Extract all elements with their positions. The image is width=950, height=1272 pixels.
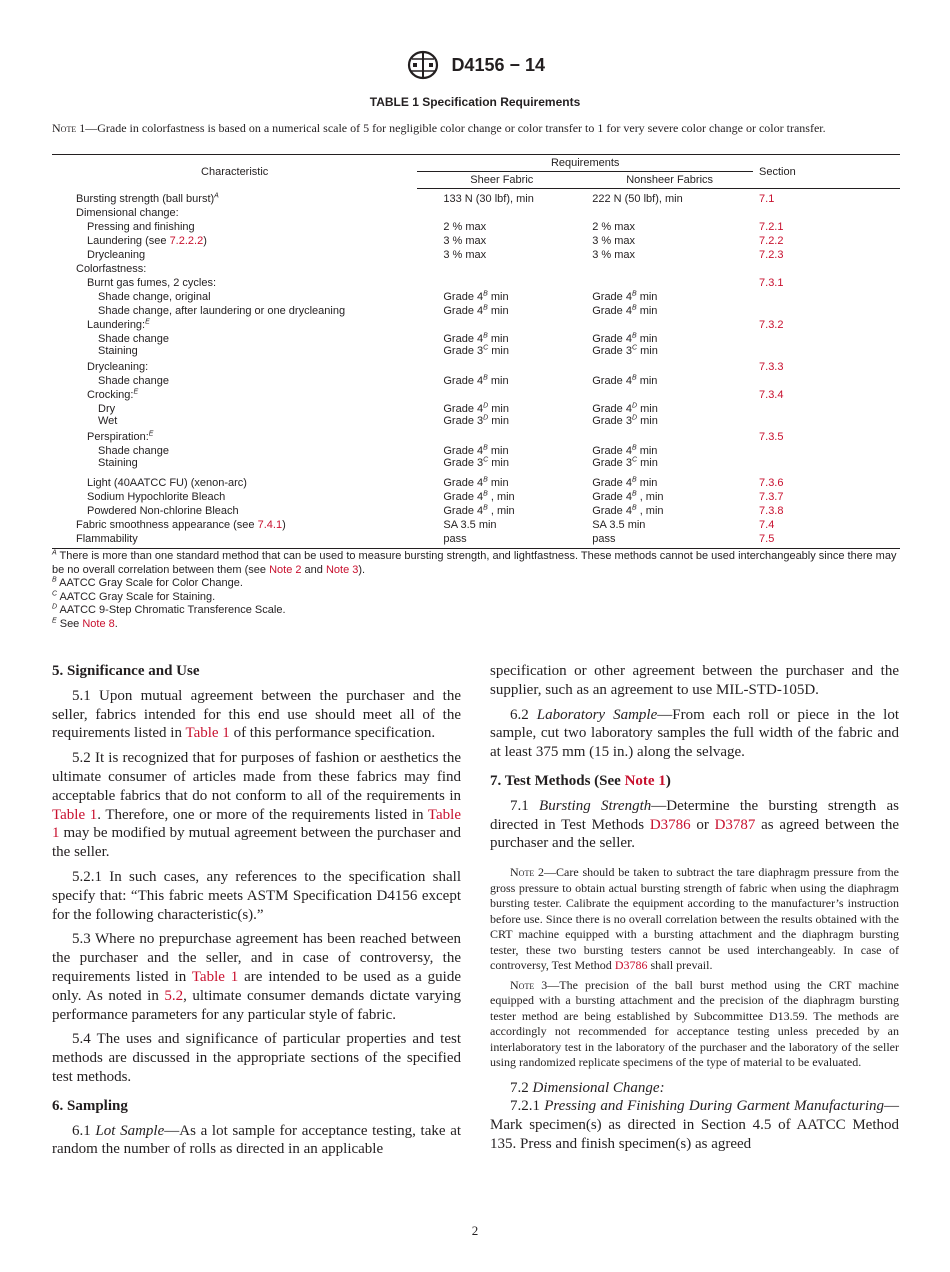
header-requirements: Requirements xyxy=(417,155,753,172)
paragraph-7-2-1: 7.2.1 Pressing and Finishing During Garment Manufacturing—Mark specimen(s) as directed in Section 4.5 of AATCC Method 135. Press and finish specimen(s) as agreed xyxy=(490,1098,899,1153)
table-link[interactable]: Table 1 xyxy=(52,806,98,823)
note-link[interactable]: Note 3 xyxy=(325,563,359,576)
footnote-b: $^B$ AATCC Gray Scale for Color Change. xyxy=(52,576,243,589)
footnote-c: $^C$ AATCC Gray Scale for Staining. xyxy=(52,589,216,603)
note-2: Note 2—Care should be taken to subtract the tare diaphragm pressure from the gross pressure to obtain actual bursting strength of fabric when using the diaphragm bursting tester. Calibrate the equipment according to the manufacturer’s instruction before use. Since there is no overall correlation between the results obtained with the CRT machine equipped with a bursting attachment and the diaphragm bursting tester, these two bursting testers cannot be used interchangeably. In case of controversy, Test Method D3786 shall prevail. xyxy=(490,865,899,973)
section-link[interactable]: 7.3.6 xyxy=(759,477,784,489)
table-row: Shade change Grade $4^B$ min Grade $4^B$ min xyxy=(98,444,658,457)
table-row: Shade change, original Grade $4^B$ min Grade $4^B$ min xyxy=(98,290,658,303)
section-link[interactable]: 7.3.8 xyxy=(759,505,784,517)
right-column xyxy=(490,662,899,1154)
paragraph-6-2: 6.2 Laboratory Sample—From each roll or piece in the lot sample, cut two laboratory samples the full width of the fabric and at least 375 mm (15 in.) along the selvage. xyxy=(490,706,899,761)
table-row: Drycleaning 3 % max 3 % max 7.2.3 xyxy=(52,248,900,262)
page-number: 2 xyxy=(471,1223,479,1238)
table-row: Bursting strength (ball burst)$^A$ 133 N (30 lbf), min 222 N (50 lbf), min 7.1 xyxy=(52,189,900,207)
table-row: Colorfastness: xyxy=(76,263,147,275)
note-label: Note 1 xyxy=(52,121,86,135)
section-link[interactable]: 7.2.2 xyxy=(759,235,784,247)
header-characteristic: Characteristic xyxy=(52,155,417,189)
section-link[interactable]: 7.3.5 xyxy=(759,431,784,443)
table-row: Drycleaning: 7.3.3 xyxy=(52,360,900,374)
table-row: Dimensional change: xyxy=(76,207,179,219)
section-5-heading: 5. Significance and Use xyxy=(52,663,200,679)
section-link[interactable]: 7.3.7 xyxy=(759,491,784,503)
paragraph-7-2: 7.2 Dimensional Change: xyxy=(510,1079,665,1096)
page-header xyxy=(0,50,950,80)
paragraph-5-2-1: 5.2.1 In such cases, any references to the specification shall specify that: “This fabric meets ASTM Specification D4156 except for the following characteristic(s).” xyxy=(52,868,461,923)
note-3: Note 3—The precision of the ball burst method using the CRT machine equipped with a bursting attachment and the precision of the diaphragm bursting tester method are being established by Subcommittee D13.59. The methods are accordingly not recommended for acceptance testing unless preceded by an interlaboratory test in the laboratory of the purchaser and the laboratory of the seller using randomized replicate specimens of the type of material to be evaluated. xyxy=(490,977,900,1070)
table-row: Shade change Grade $4^B$ min Grade $4^B$ min xyxy=(98,374,658,387)
table-row: Light (40AATCC FU) (xenon-arc) Grade $4^B$ min Grade $4^B$ min 7.3.6 xyxy=(52,472,900,490)
header-sheer: Sheer Fabric xyxy=(417,172,586,189)
table-row: Shade change Grade $4^B$ min Grade $4^B$ min xyxy=(98,332,658,345)
section-link[interactable]: 7.4 xyxy=(759,519,775,531)
table-row: Pressing and finishing 2 % max 2 % max 7.2.1 xyxy=(52,220,900,234)
footnote-d: $^D$ AATCC 9-Step Chromatic Transference Scale. xyxy=(52,603,286,616)
table-row: Laundering (see 7.2.2.2) 3 % max 3 % max 7.2.2 xyxy=(52,234,900,248)
table-link[interactable]: Table 1 xyxy=(191,968,239,985)
section-link[interactable]: 7.4.1 xyxy=(257,519,283,531)
astm-logo-icon xyxy=(405,50,441,80)
standard-link[interactable]: D3786 xyxy=(649,816,691,833)
paragraph-7-1: 7.1 Bursting Strength—Determine the bursting strength as directed in Test Methods D3786 or D3787 as agreed between the purchaser and the seller. xyxy=(490,797,900,852)
standard-link[interactable]: D3786 xyxy=(614,958,648,973)
section-link[interactable]: 7.3.2 xyxy=(759,319,784,331)
table-row: Perspiration:$^E$ 7.3.5 xyxy=(52,430,900,444)
standard-link[interactable]: D3787 xyxy=(714,816,756,833)
paragraph-6-1-continued: specification or other agreement between the purchaser and the supplier, such as an agreement to use MIL-STD-105D. xyxy=(490,663,899,698)
note-link[interactable]: Note 2 xyxy=(269,563,302,576)
table-title: TABLE 1 Specification Requirements xyxy=(369,95,581,109)
note-link[interactable]: Note 8 xyxy=(82,617,115,630)
paragraph-5-4: 5.4 The uses and significance of particular properties and test methods are discussed in the appropriate sections of the specified test methods. xyxy=(52,1031,461,1085)
section-link[interactable]: 7.3.4 xyxy=(759,389,784,401)
section-link[interactable]: 7.2.2.2 xyxy=(169,235,204,247)
paragraph-6-1: 6.1 Lot Sample—As a lot sample for acceptance testing, take at random the number of rolls as directed in an applicable xyxy=(52,1122,462,1158)
table-row: Burnt gas fumes, 2 cycles: 7.3.1 xyxy=(52,276,900,290)
footnote-a: $^A$ There is more than one standard method that can be used to measure bursting strength, and lightfastness. These methods cannot be used interchangeably since there may be no overall correlation between them (see Note 2 and Note 3). xyxy=(52,549,897,576)
table-row: Laundering:$^E$ 7.3.2 xyxy=(52,318,900,332)
section-link[interactable]: 7.5 xyxy=(753,532,900,549)
left-column xyxy=(52,662,461,1159)
paragraph-5-2: 5.2 It is recognized that for purposes of fashion or aesthetics the ultimate consumer of articles made from these fabrics may find acceptable fabrics that do not conform to all of the requirements in Table 1. Therefore, one or more of the requirements listed in Table 1 may be modified by mutual agreement between the purchaser and the seller. xyxy=(52,750,461,861)
table-row: Wet Grade $3^D$ min Grade $3^D$ min xyxy=(98,414,658,427)
header-nonsheer: Nonsheer Fabrics xyxy=(586,172,753,189)
note-text: —Grade in colorfastness is based on a numerical scale of 5 for negligible color change or color transfer to 1 for very severe color change or color transfer. xyxy=(85,121,826,135)
section-link[interactable]: 7.3.1 xyxy=(759,277,784,289)
table-row: Dry Grade $4^D$ min Grade $4^D$ min xyxy=(98,402,658,415)
paragraph-5-3: 5.3 Where no prepurchase agreement has been reached between the purchaser and the seller, and in case of controversy, the requirements listed in Table 1 are intended to be used as a guide only. As noted in 5.2, ultimate consumer demands dictate varying performance parameters for any particular style of fabric. xyxy=(52,931,461,1023)
table-row: Shade change, after laundering or one drycleaning Grade $4^B$ min Grade $4^B$ min xyxy=(98,304,658,317)
table-note xyxy=(52,121,900,135)
footnote-e: $^E$ See Note 8. xyxy=(52,616,118,630)
section-link[interactable]: 7.3.3 xyxy=(759,361,784,373)
section-link[interactable]: 7.2.1 xyxy=(759,221,784,233)
table-row: Crocking:$^E$ 7.3.4 xyxy=(52,388,900,402)
table-footnotes xyxy=(52,550,900,631)
table-row: Staining Grade $3^C$ min Grade $3^C$ min xyxy=(98,344,658,357)
section-6-heading: 6. Sampling xyxy=(52,1097,128,1114)
section-7-heading: 7. Test Methods (See Note 1) xyxy=(490,772,671,789)
section-link[interactable]: 7.1 xyxy=(759,193,775,205)
table-row: Fabric smoothness appearance (see 7.4.1) SA 3.5 min SA 3.5 min 7.4 xyxy=(52,518,900,532)
table-row: Sodium Hypochlorite Bleach Grade $4^B$ , min Grade $4^B$ , min 7.3.7 xyxy=(52,490,900,504)
table-row: Powdered Non-chlorine Bleach Grade $4^B$ , min Grade $4^B$ , min 7.3.8 xyxy=(52,504,900,518)
header-section: Section xyxy=(753,155,900,189)
specification-table xyxy=(52,154,900,549)
table-row: Staining Grade $3^C$ min Grade $3^C$ min xyxy=(98,456,658,469)
paragraph-5-1: 5.1 Upon mutual agreement between the purchaser and the seller, fabrics intended for this end use should meet all of the requirements listed in Table 1 of this performance specification. xyxy=(52,687,461,742)
table-link[interactable]: Table 1 xyxy=(52,806,461,842)
table-link[interactable]: Table 1 xyxy=(185,725,230,742)
section-link[interactable]: 7.2.3 xyxy=(759,249,784,261)
document-number: D4156 − 14 xyxy=(451,54,546,75)
note-link[interactable]: Note 1 xyxy=(624,772,666,789)
section-link[interactable]: 5.2 xyxy=(164,987,184,1004)
table-row: Flammability pass pass 7.5 xyxy=(52,532,900,549)
